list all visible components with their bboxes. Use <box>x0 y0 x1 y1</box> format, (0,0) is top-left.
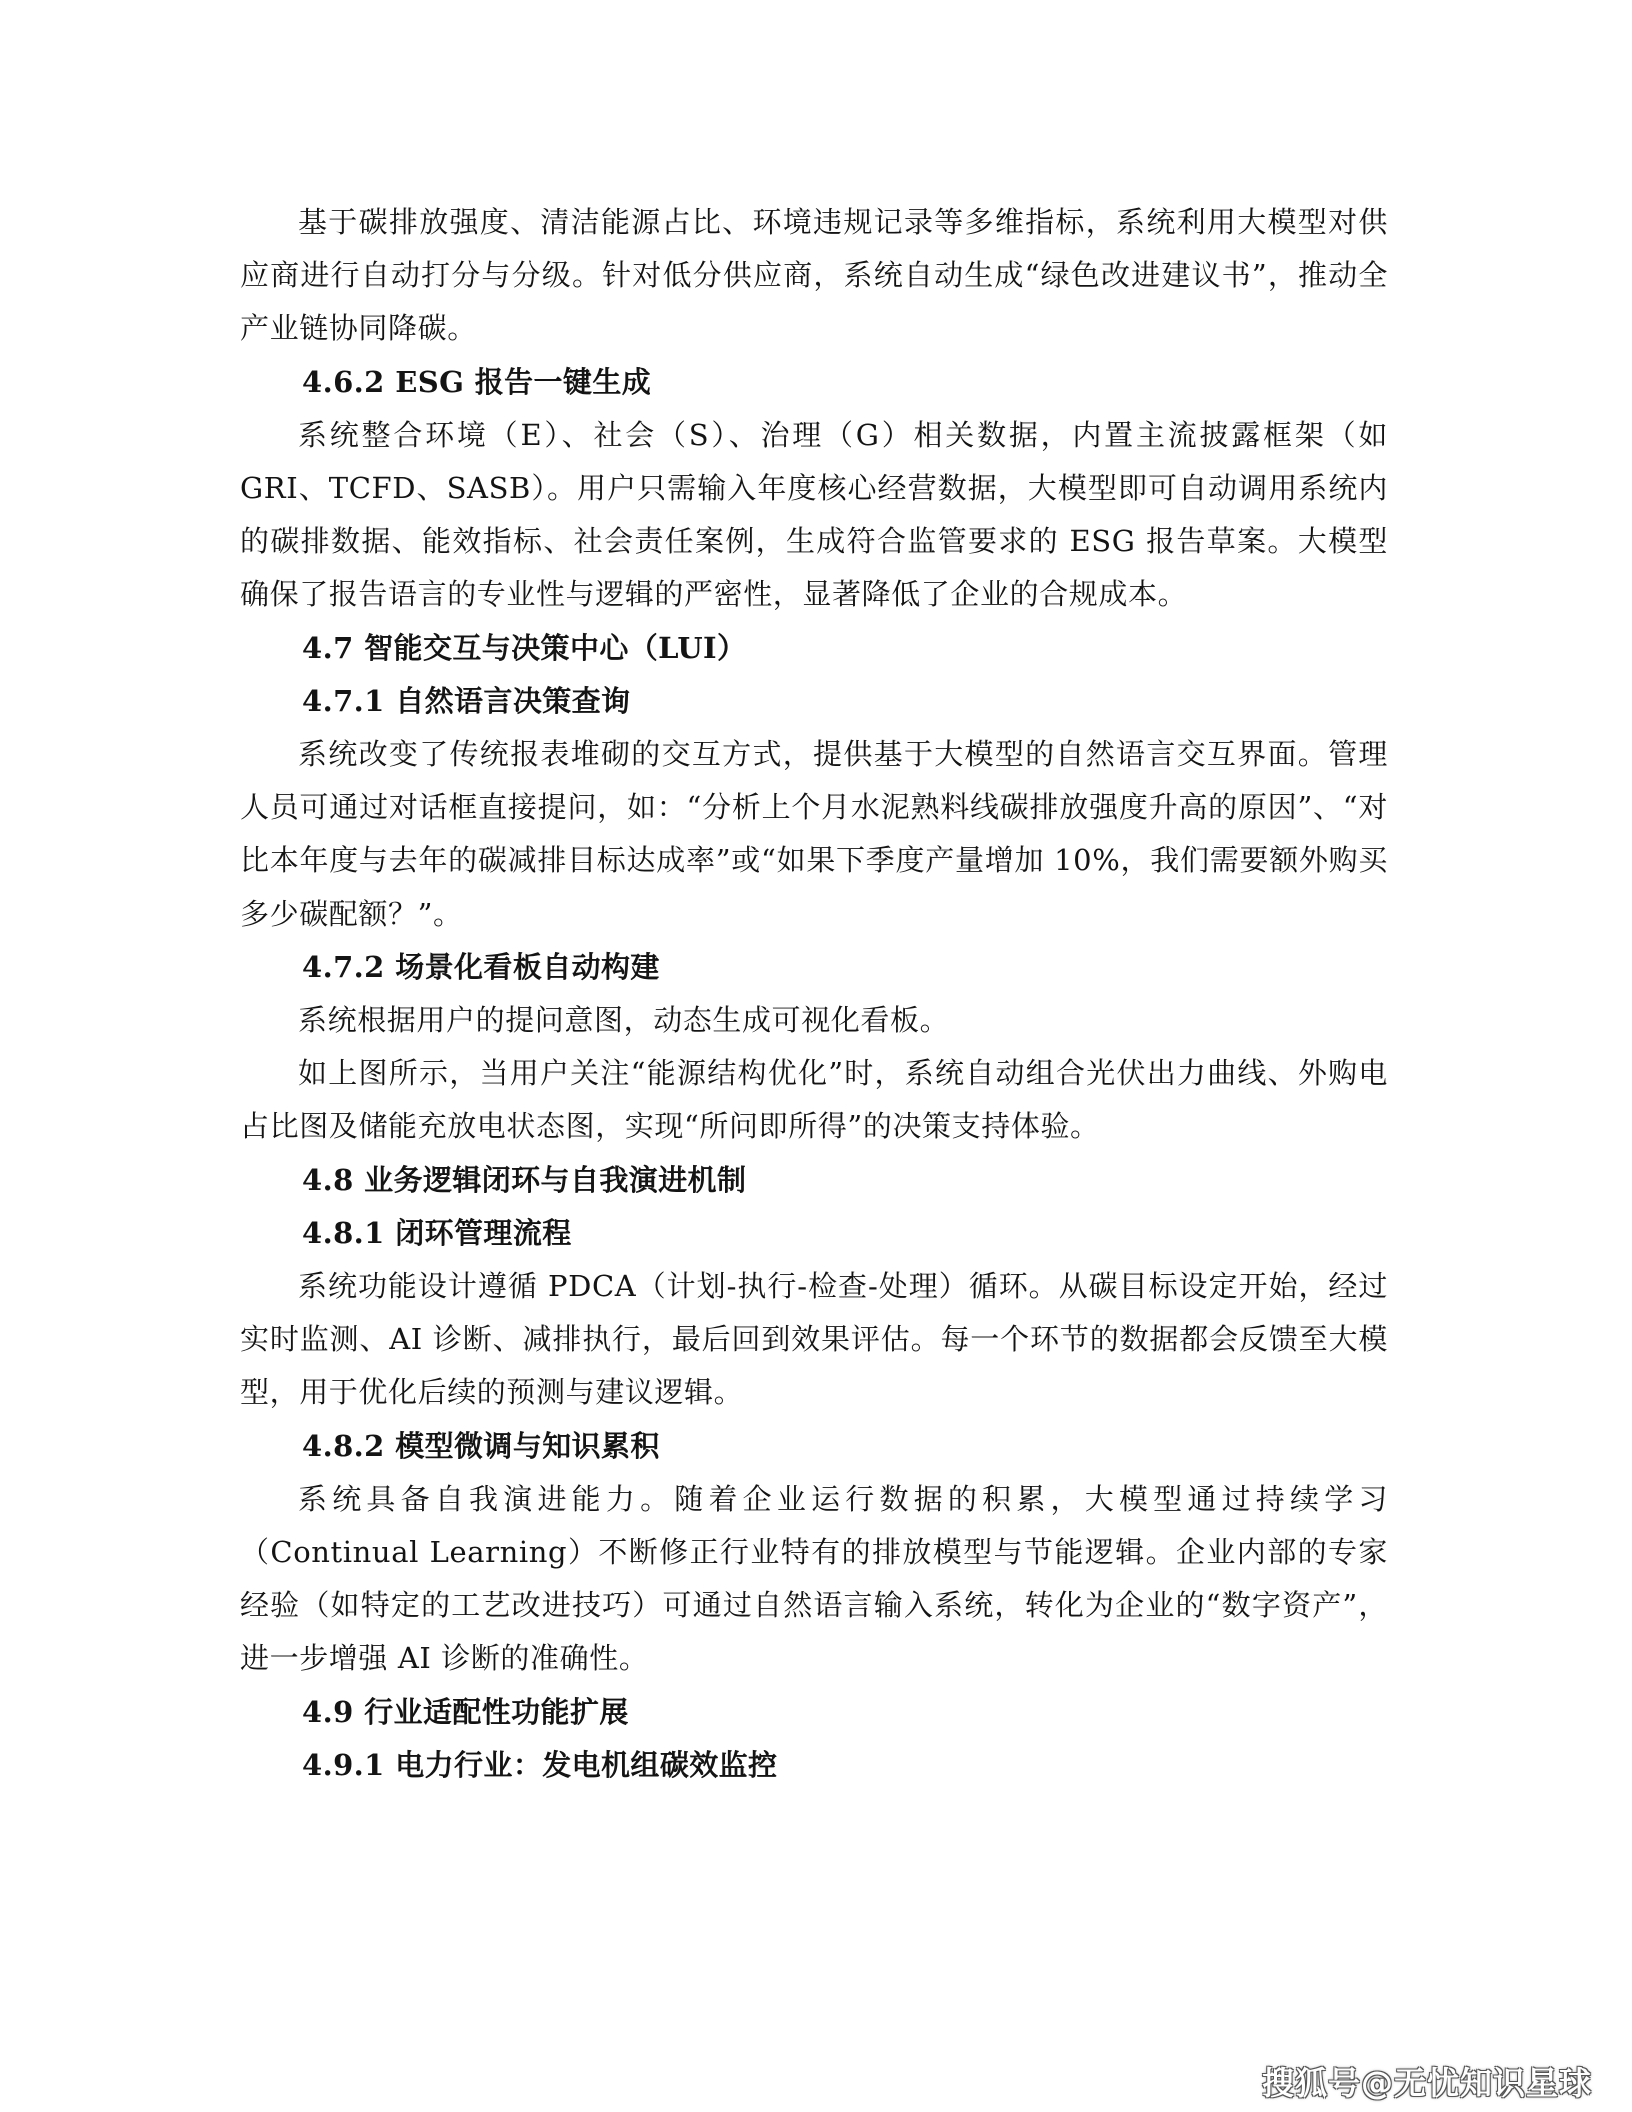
section-heading-4-9-1: 4.9.1 电力行业：发电机组碳效监控 <box>302 1747 778 1782</box>
watermark-text: 搜狐号@无忧知识星球 <box>1261 2064 1592 2102</box>
paragraph-energy-structure: 如上图所示，当用户关注“能源结构优化”时，系统自动组合光伏出力曲线、外购电占比图及储能充放电状态图，实现“所问即所得”的决策支持体验。 <box>240 1056 1388 1144</box>
paragraph-pdca-loop: 系统功能设计遵循 PDCA（计划-执行-检查-处理）循环。从碳目标设定开始，经过实时监测、AI 诊断、减排执行，最后回到效果评估。每一个环节的数据都会反馈至大模型，用于优化后续的预测与建议逻辑。 <box>240 1269 1388 1410</box>
paragraph-supplier-rating: 基于碳排放强度、清洁能源占比、环境违规记录等多维指标，系统利用大模型对供应商进行自动打分与分级。针对低分供应商，系统自动生成“绿色改进建议书”，推动全产业链协同降碳。 <box>240 205 1388 346</box>
section-heading-4-7: 4.7 智能交互与决策中心（LUI） <box>302 630 747 665</box>
document-body <box>240 196 1388 1792</box>
paragraph-esg-report: 系统整合环境（E）、社会（S）、治理（G）相关数据，内置主流披露框架（如 GRI、TCFD、SASB）。用户只需输入年度核心经营数据，大模型即可自动调用系统内的碳排数据、能效指标、社会责任案例，生成符合监管要求的 ESG 报告草案。大模型确保了报告语言的专业性与逻辑的严密性，显著降低了企业的合规成本。 <box>240 417 1388 612</box>
section-heading-4-8: 4.8 业务逻辑闭环与自我演进机制 <box>302 1162 747 1197</box>
section-heading-4-7-2: 4.7.2 场景化看板自动构建 <box>302 949 660 984</box>
paragraph-dashboard-generation: 系统根据用户的提问意图，动态生成可视化看板。 <box>298 1003 950 1038</box>
section-heading-4-8-2: 4.8.2 模型微调与知识累积 <box>302 1428 660 1463</box>
section-heading-4-7-1: 4.7.1 自然语言决策查询 <box>302 683 631 718</box>
section-heading-4-8-1: 4.8.1 闭环管理流程 <box>302 1215 572 1250</box>
section-heading-4-6-2: 4.6.2 ESG 报告一键生成 <box>302 364 652 399</box>
section-heading-4-9: 4.9 行业适配性功能扩展 <box>302 1694 629 1729</box>
paragraph-natural-language-query: 系统改变了传统报表堆砌的交互方式，提供基于大模型的自然语言交互界面。管理人员可通过对话框直接提问，如：“分析上个月水泥熟料线碳排放强度升高的原因”、“对比本年度与去年的碳减排目标达成率”或“如果下季度产量增加 10%，我们需要额外购买多少碳配额？”。 <box>240 737 1388 931</box>
paragraph-model-finetune: 系统具备自我演进能力。随着企业运行数据的积累，大模型通过持续学习（Continual Learning）不断修正行业特有的排放模型与节能逻辑。企业内部的专家经验（如特定的工艺改进技巧）可通过自然语言输入系统，转化为企业的“数字资产”，进一步增强 AI 诊断的准确性。 <box>240 1481 1388 1676</box>
